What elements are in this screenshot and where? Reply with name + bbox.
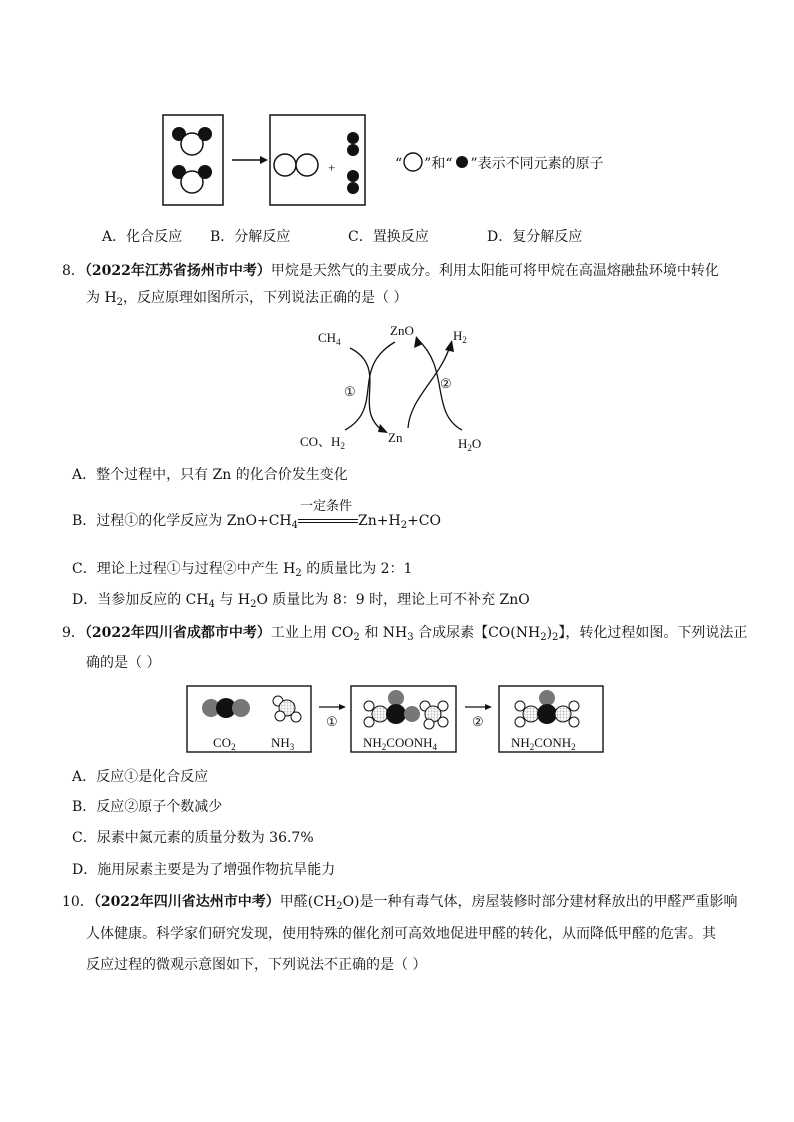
atom-h xyxy=(364,701,374,711)
atom-h xyxy=(569,701,579,711)
q7-option-a: A．化合反应 xyxy=(102,229,183,245)
q8-option-b: B．过程①的化学反应为 $ZnO+CH_4$ 一定条件 $Zn+H_2+CO$ xyxy=(72,499,441,531)
svg-text:Zn: Zn xyxy=(388,430,403,445)
condition-equals: 一定条件 xyxy=(298,512,358,530)
atom-h xyxy=(291,712,301,722)
q9-stem-line1: 9．（2022年四川省成都市中考）工业上用 $CO_2$ 和 $NH_3$ 合成尿素【$CO(NH_2)_2$】，转化过程如图。下列说法正 xyxy=(62,625,748,643)
q8-option-c: C．理论上过程①与过程②中产生 $H_2$ 的质量比为 2：1 xyxy=(72,561,413,579)
q9-source: （2022年四川省成都市中考） xyxy=(84,625,271,641)
arrow-head xyxy=(485,704,492,710)
q10-source: （2022年四川省达州市中考） xyxy=(93,894,280,910)
svg-text:②: ② xyxy=(440,376,452,391)
atom-black xyxy=(347,132,359,144)
q7-reaction-diagram xyxy=(160,110,420,210)
arrow-head xyxy=(414,336,423,348)
atom-n xyxy=(555,706,571,722)
q8-cycle-diagram xyxy=(290,318,510,458)
atom-black xyxy=(347,170,359,182)
arrow-head xyxy=(378,424,388,433)
atom-white xyxy=(274,154,296,176)
svg-text:NH2CONH2: $NH_2CONH_2$ xyxy=(511,735,576,752)
q8-option-a: A．整个过程中，只有 Zn 的化合价发生变化 xyxy=(72,467,348,483)
svg-text:①: ① xyxy=(326,714,338,729)
atom-n xyxy=(523,706,539,722)
atom-black xyxy=(347,182,359,194)
q8-stem-line1: 8．（2022年江苏省扬州市中考）甲烷是天然气的主要成分。利用太阳能可将甲烷在高温熔融盐环境中转化 xyxy=(62,263,719,279)
atom-n xyxy=(372,706,388,722)
atom-h xyxy=(569,717,579,727)
q8-stem-line2: 为 $H_2$，反应原理如图所示，下列说法正确的是（ ） xyxy=(86,290,408,308)
atom-o xyxy=(404,706,420,722)
q9-stem-line2: 确的是（ ） xyxy=(86,655,161,671)
q9-option-b: B．反应②原子个数减少 xyxy=(72,799,223,815)
atom-h xyxy=(275,711,285,721)
atom-h xyxy=(515,701,525,711)
atom-black xyxy=(198,127,212,141)
svg-text:NH2COONH4: $NH_2COONH_4$ xyxy=(363,735,438,752)
svg-text:ZnO: ZnO xyxy=(390,323,414,338)
white-atom-icon xyxy=(402,152,424,172)
q9-option-d: D．施用尿素主要是为了增强作物抗旱能力 xyxy=(72,862,336,878)
q8-option-d: D．当参加反应的 $CH_4$ 与 $H_2O$ 质量比为 8：9 时，理论上可不补充 ZnO xyxy=(72,592,530,610)
q7-option-c: C．置换反应 xyxy=(348,229,429,245)
q10-stem-line2: 人体健康。科学家们研究发现，使用特殊的催化剂可高效地促进甲醛的转化，从而降低甲醛的危害。其 xyxy=(86,926,716,942)
svg-text:②: ② xyxy=(472,714,484,729)
atom-black xyxy=(198,165,212,179)
arrow-head xyxy=(339,704,346,710)
plus-sign: + xyxy=(328,160,336,175)
atom-c xyxy=(386,704,406,724)
atom-h xyxy=(438,701,448,711)
q10-stem-line1: 10．（2022年四川省达州市中考）甲醛$(CH_2O)$是一种有毒气体，房屋装修时部分建材释放出的甲醛严重影响 xyxy=(62,894,738,912)
q9-urea-diagram xyxy=(185,684,610,756)
q10-stem-line3: 反应过程的微观示意图如下，下列说法不正确的是（ ） xyxy=(86,957,427,973)
svg-text:①: ① xyxy=(344,384,356,399)
atom-o xyxy=(232,699,250,717)
atom-o xyxy=(539,690,555,706)
svg-text:H2O: $H_2O$ xyxy=(458,436,482,453)
q7-option-d: D．复分解反应 xyxy=(487,229,583,245)
svg-text:CO2: $CO_2$ xyxy=(213,735,236,752)
q7-legend: “ ”和“ ”表示不同元素的原子 xyxy=(395,152,604,173)
atom-o xyxy=(388,690,404,706)
q7-option-b: B．分解反应 xyxy=(210,229,291,245)
atom-h xyxy=(364,717,374,727)
svg-text:H2: $H_2$ xyxy=(453,328,467,345)
q8-source: （2022年江苏省扬州市中考） xyxy=(84,263,271,279)
atom-h xyxy=(424,719,434,729)
arrow-head xyxy=(260,156,268,164)
atom-white xyxy=(296,154,318,176)
atom-h xyxy=(515,717,525,727)
atom-c xyxy=(537,704,557,724)
svg-text:CO、H2: CO、$H_2$ xyxy=(300,434,345,451)
svg-text:NH3: $NH_3$ xyxy=(271,735,295,752)
atom-h xyxy=(438,717,448,727)
q9-option-a: A．反应①是化合反应 xyxy=(72,769,209,785)
atom-black xyxy=(347,144,359,156)
black-atom-icon xyxy=(453,153,471,171)
q9-option-c: C．尿素中氮元素的质量分数为 36.7% xyxy=(72,830,314,846)
svg-text:CH4: $CH_4$ xyxy=(318,330,341,347)
